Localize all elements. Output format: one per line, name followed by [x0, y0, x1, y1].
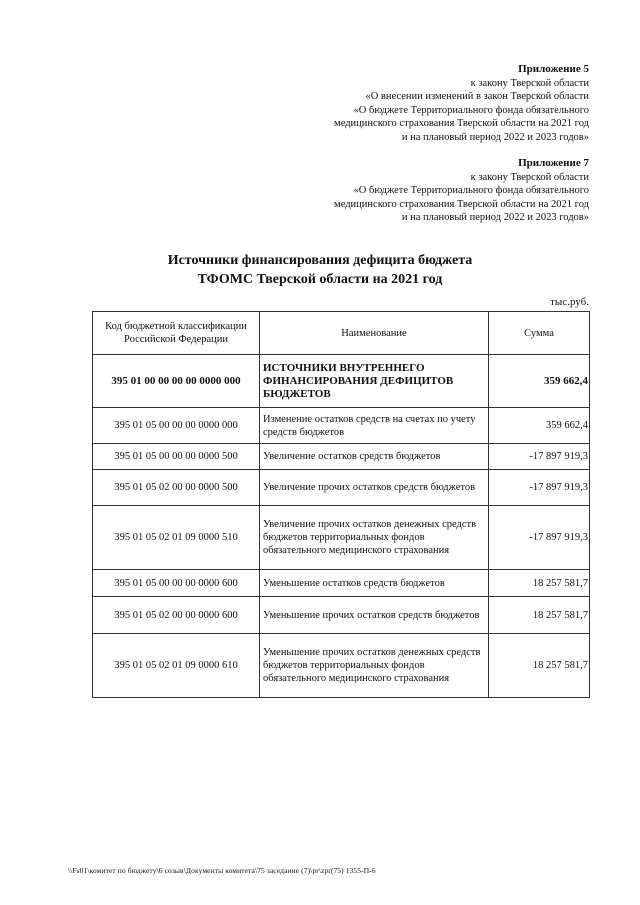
- row-code: 395 01 05 00 00 00 0000 600: [93, 570, 260, 597]
- appendix-7-block: [334, 157, 589, 225]
- row-code: 395 01 05 02 00 00 0000 600: [93, 597, 260, 634]
- header-code: Код бюджетной классификации Российской Федерации: [93, 312, 260, 355]
- appendix-5-block: [334, 63, 589, 144]
- table-row: [93, 597, 590, 634]
- row-name: Уменьшение прочих остатков денежных средств бюджетов территориальных фондов обязательного медицинского страхования: [260, 634, 489, 698]
- row-amount: 359 662,4: [489, 408, 590, 444]
- appendix-7-line: и на плановый период 2022 и 2023 годов»: [401, 212, 589, 223]
- financing-sources-table: [92, 311, 590, 698]
- row-code: 395 01 05 02 01 09 0000 610: [93, 634, 260, 698]
- row-amount: 359 662,4: [489, 355, 590, 408]
- appendix-5-line: медицинского страхования Тверской области на 2021 год: [334, 118, 589, 129]
- row-code: 395 01 05 00 00 00 0000 500: [93, 444, 260, 470]
- appendix-5-line: и на плановый период 2022 и 2023 годов»: [401, 131, 589, 143]
- appendix-7-line: к закону Тверской области: [470, 171, 589, 183]
- row-amount: 18 257 581,7: [489, 634, 590, 698]
- header-name: Наименование: [260, 312, 489, 355]
- appendix-5-line: «О бюджете Территориального фонда обязательного: [353, 104, 589, 116]
- row-name: Увеличение прочих остатков денежных средств бюджетов территориальных фондов обязательного медицинского страхования: [260, 506, 489, 570]
- row-amount: -17 897 919,3: [489, 444, 590, 470]
- row-name: Изменение остатков средств на счетах по учету средств бюджетов: [260, 408, 489, 444]
- row-code: 395 01 05 02 00 00 0000 500: [93, 470, 260, 506]
- row-amount: -17 897 919,3: [489, 506, 590, 570]
- table-row: [93, 470, 590, 506]
- table-row: [93, 634, 590, 698]
- table-row: [93, 444, 590, 470]
- appendix-7-line: медицинского страхования Тверской области на 2021 год: [334, 198, 589, 210]
- document-title-line-2: ТФОМС Тверской области на 2021 год: [197, 272, 443, 287]
- unit-label: тыс.руб.: [550, 296, 589, 308]
- table-row: [93, 506, 590, 570]
- row-amount: 18 257 581,7: [489, 570, 590, 597]
- row-code: 395 01 05 00 00 00 0000 000: [93, 408, 260, 444]
- file-path-footer: \\Fs01\комитет по бюджету\6 созыв\Документы комитета\75 заседание (7)\pr\zpr(75) 1355-П-6: [68, 866, 376, 875]
- document-title-line-1: Источники финансирования дефицита бюджета: [167, 253, 473, 268]
- row-amount: -17 897 919,3: [489, 470, 590, 506]
- table-header-row: [93, 312, 590, 355]
- row-code: 395 01 05 02 01 09 0000 510: [93, 506, 260, 570]
- row-name: Уменьшение остатков средств бюджетов: [260, 570, 489, 597]
- row-code: 395 01 00 00 00 00 0000 000: [93, 355, 260, 408]
- appendix-5-line: «О внесении изменений в закон Тверской области: [365, 91, 589, 102]
- row-name: ИСТОЧНИКИ ВНУТРЕННЕГО ФИНАНСИРОВАНИЯ ДЕФИЦИТОВ БЮДЖЕТОВ: [260, 355, 489, 408]
- row-name: Увеличение прочих остатков средств бюджетов: [260, 470, 489, 506]
- header-amount: Сумма: [489, 312, 590, 355]
- table-row: [93, 408, 590, 444]
- appendix-5-line: к закону Тверской области: [470, 77, 589, 89]
- appendix-5-title: Приложение 5: [518, 63, 589, 75]
- row-name: Увеличение остатков средств бюджетов: [260, 444, 489, 470]
- row-name: Уменьшение прочих остатков средств бюджетов: [260, 597, 489, 634]
- appendix-7-title: Приложение 7: [518, 157, 589, 169]
- row-amount: 18 257 581,7: [489, 597, 590, 634]
- table-row: [93, 570, 590, 597]
- appendix-7-line: «О бюджете Территориального фонда обязательного: [353, 185, 589, 196]
- table-row: [93, 355, 590, 408]
